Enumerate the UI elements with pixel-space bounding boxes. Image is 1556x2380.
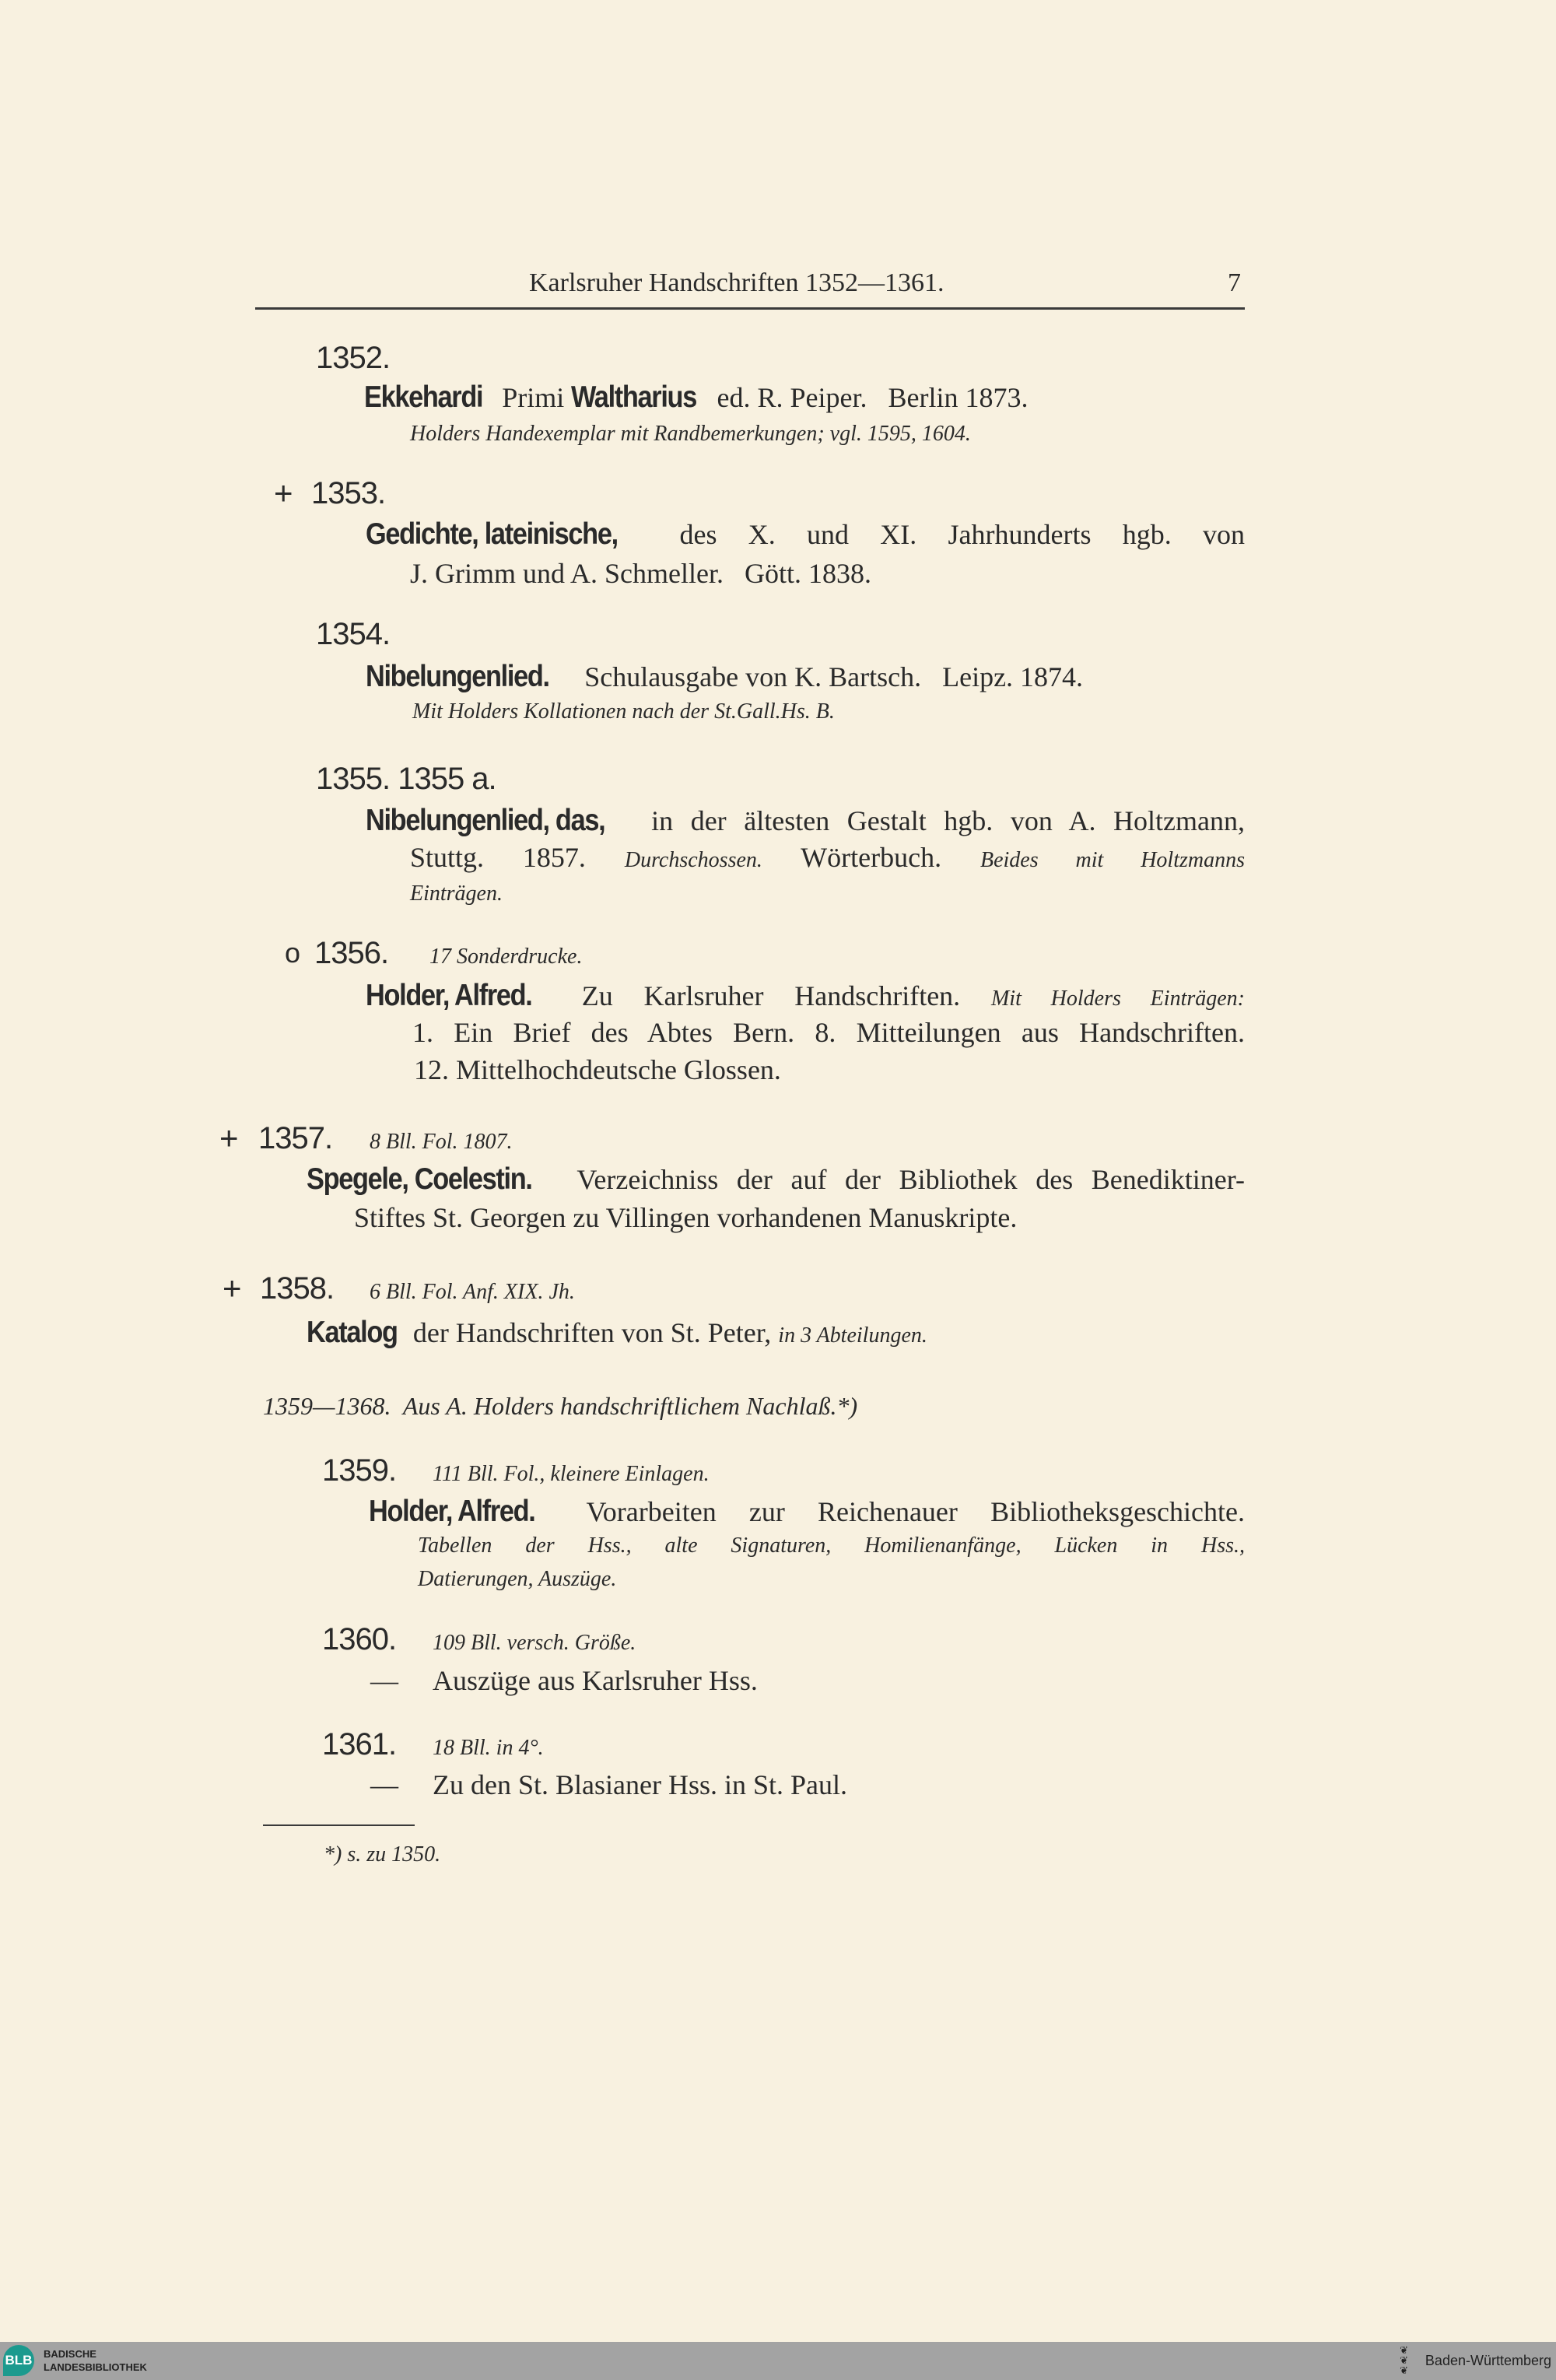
- entry-extent: 111 Bll. Fol., kleinere Einlagen.: [433, 1462, 710, 1486]
- library-name-line2: LANDESBIBLIOTHEK: [44, 2361, 147, 2373]
- entry-text: der Handschriften von St. Peter,: [405, 1317, 779, 1348]
- blb-logo[interactable]: BLB: [3, 2345, 34, 2376]
- plus-mark-icon: +: [274, 475, 293, 511]
- entry-number: 1355. 1355 a.: [316, 762, 496, 796]
- entry-text: des X. und XI. Jahrhunderts hgb. von: [648, 519, 1245, 550]
- entry-title: Nibelungenlied.: [366, 660, 549, 693]
- entry-title: Nibelungenlied, das,: [366, 804, 605, 837]
- footnote: *) s. zu 1350.: [324, 1842, 441, 1866]
- entry-extent: 8 Bll. Fol. 1807.: [370, 1130, 513, 1154]
- entry-author: Ekkehardi: [364, 380, 483, 414]
- entry-text: J. Grimm und A. Schmeller. Gött. 1838.: [410, 558, 871, 589]
- entry-text: Zu Karlsruher Handschriften.: [550, 980, 991, 1011]
- ditto-dash: —: [370, 1665, 398, 1696]
- entry-text: in der ältesten Gestalt hgb. von A. Holtzmann,: [633, 805, 1245, 836]
- entry-text: Schulausgabe von K. Bartsch. Leipz. 1874.: [570, 661, 1084, 692]
- entry-note: Mit Holders Einträgen:: [990, 987, 1245, 1011]
- entry-text: Verzeichniss der auf der Bibliothek des Benediktiner-: [559, 1164, 1245, 1195]
- entry-number: 1359.: [322, 1453, 397, 1488]
- entry-line: [366, 519, 1245, 550]
- entry-line: [410, 842, 1245, 873]
- entry-author: Spegele, Coelestin.: [307, 1162, 532, 1196]
- entry-extent: 18 Bll. in 4°.: [433, 1736, 544, 1760]
- entry-text: 12. Mittelhochdeutsche Glossen.: [414, 1054, 781, 1085]
- section-heading: [263, 1390, 857, 1421]
- section-range: 1359—1368.: [263, 1392, 391, 1420]
- entry-author: Holder, Alfred.: [369, 1495, 535, 1528]
- state-lions-icon: ❦ ❦ ❦: [1400, 2344, 1408, 2376]
- entry-text: Stuttg. 1857.: [410, 842, 625, 873]
- running-head: Karlsruher Handschriften 1352—1361.: [529, 268, 944, 297]
- section-text: Aus A. Holders handschriftlichem Nachlaß.*): [402, 1392, 858, 1420]
- footer-bar: [0, 2342, 1556, 2380]
- entry-text: ed. R. Peiper. Berlin 1873.: [710, 382, 1029, 413]
- entry-number: 1352.: [316, 341, 391, 375]
- entry-author: Holder, Alfred.: [366, 979, 532, 1012]
- plus-mark-icon: +: [219, 1120, 239, 1156]
- entry-line: [307, 1317, 927, 1348]
- entry-text: 1. Ein Brief des Abtes Bern. 8. Mitteilungen aus Handschriften.: [412, 1017, 1245, 1048]
- entry-number: 1354.: [316, 617, 391, 651]
- entry-text: Stiftes St. Georgen zu Villingen vorhandenen Manuskripte.: [354, 1202, 1018, 1233]
- footnote-rule: [263, 1824, 415, 1826]
- library-name-line1: BADISCHE: [44, 2348, 96, 2360]
- entry-note: Einträgen.: [410, 882, 503, 906]
- entry-line: [369, 1496, 1245, 1527]
- entry-text: Primi: [495, 382, 572, 413]
- entry-note: Datierungen, Auszüge.: [418, 1567, 617, 1591]
- entry-number: 1353.: [311, 476, 386, 510]
- entry-note: Mit Holders Kollationen nach der St.Gall.Hs. B.: [412, 699, 835, 724]
- entry-note: Holders Handexemplar mit Randbemerkungen; vgl. 1595, 1604.: [410, 422, 971, 446]
- entry-note: Tabellen der Hss., alte Signaturen, Homilienanfänge, Lücken in Hss.,: [418, 1534, 1245, 1558]
- header-rule: [255, 307, 1245, 310]
- entry-line: [366, 805, 1245, 836]
- entry-text: Auszüge aus Karlsruher Hss.: [433, 1665, 758, 1696]
- entry-note: in 3 Abteilungen.: [778, 1323, 927, 1348]
- entry-number: 1361.: [322, 1727, 397, 1761]
- entry-number: 1356.: [314, 936, 389, 970]
- ditto-dash: —: [370, 1769, 398, 1800]
- circle-mark-icon: o: [285, 937, 301, 969]
- entry-text: Zu den St. Blasianer Hss. in St. Paul.: [433, 1769, 847, 1800]
- entry-note: Durchschossen.: [624, 848, 762, 872]
- entry-extent: 6 Bll. Fol. Anf. XIX. Jh.: [370, 1280, 575, 1304]
- entry-extent: 17 Sonderdrucke.: [429, 945, 583, 969]
- entry-text: Wörterbuch.: [762, 842, 980, 873]
- entry-number: 1360.: [322, 1622, 397, 1656]
- entry-line: [307, 1164, 1245, 1195]
- section-spacer: [391, 1392, 402, 1420]
- entry-line: [366, 980, 1245, 1011]
- entry-line: [364, 382, 1029, 413]
- plus-mark-icon: +: [223, 1270, 242, 1306]
- entry-number: 1357.: [258, 1121, 333, 1155]
- page-number: 7: [1228, 268, 1241, 297]
- entry-title: Gedichte, lateinische,: [366, 517, 618, 551]
- state-logo-text[interactable]: Baden-Württemberg: [1425, 2353, 1551, 2368]
- entry-title: Waltharius: [571, 380, 697, 414]
- entry-note: Beides mit Holtzmanns: [980, 848, 1245, 872]
- entry-extent: 109 Bll. versch. Größe.: [433, 1631, 636, 1655]
- entry-text: Vorarbeiten zur Reichenauer Bibliotheksgeschichte.: [553, 1496, 1245, 1527]
- entry-title: Katalog: [307, 1316, 398, 1349]
- entry-line: [366, 661, 1083, 692]
- entry-number: 1358.: [260, 1271, 335, 1306]
